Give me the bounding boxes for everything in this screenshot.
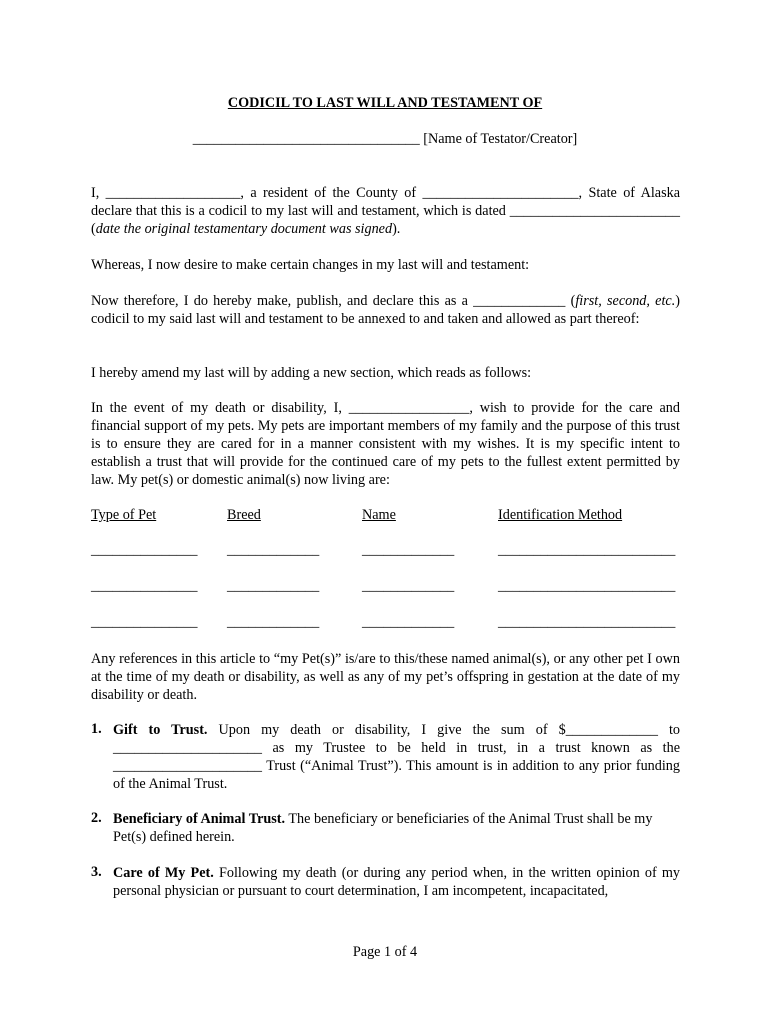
references-paragraph: Any references in this article to “my Pet(s)” is/are to this/these named animal(s), or any other pet I own at the time of my death or disability, as well as any of my pet’s offspring in gestation at the date of my disability or death. (91, 651, 680, 703)
pet-row-3-type-blank: _______________ (91, 614, 198, 630)
document-title: CODICIL TO LAST WILL AND TESTAMENT OF (227, 95, 543, 111)
pet-table-header-type: Type of Pet (91, 507, 157, 523)
intro-paragraph (91, 184, 680, 238)
pet-row-2-name-blank: _____________ (362, 578, 455, 594)
section-3-body (113, 864, 680, 900)
pet-row-1-id-blank: _________________________ (498, 542, 676, 558)
intro-italic: date the original testamentary document was signed (95, 221, 393, 237)
section-1-text: Upon my death or disability, I give the sum of $_____________ to _____________________ as my Trustee to be held in trust, in a trust known as the _____________________ Trust (“Animal Trust”). This amount is in addition to any prior funding of the Animal Trust. (113, 722, 680, 792)
pet-row-1-name-blank: _____________ (362, 542, 455, 558)
pet-row-2-breed-blank: _____________ (227, 578, 320, 594)
now-therefore-text-2: ) codicil to my said last will and testament to be annexed to and taken and allowed as part thereof: (91, 293, 680, 327)
amend-paragraph: I hereby amend my last will by adding a new section, which reads as follows: (91, 365, 532, 381)
whereas-paragraph: Whereas, I now desire to make certain changes in my last will and testament: (91, 257, 530, 273)
page-number-footer: Page 1 of 4 (352, 944, 418, 960)
section-1-body (113, 721, 680, 793)
intro-text-1: I, ___________________, a resident of the County of ______________________, State of Alaska declare that this is a codicil to my last will and testament, which is dated ________________________ ( (91, 185, 680, 237)
section-3-text: Following my death (or during any period when, in the written opinion of my personal physician or pursuant to court determination, I am incompetent, incapacitated, (113, 865, 681, 899)
pet-row-2-id-blank: _________________________ (498, 578, 676, 594)
now-therefore-text-1: Now therefore, I do hereby make, publish, and declare this as a _____________ ( (91, 293, 576, 309)
section-2-number: 2. (91, 810, 102, 826)
intro-text-2: ). (392, 221, 401, 237)
pet-row-3-id-blank: _________________________ (498, 614, 676, 630)
section-3-number: 3. (91, 864, 102, 880)
section-2-text: The beneficiary or beneficiaries of the Animal Trust shall be my Pet(s) defined herein. (113, 811, 653, 845)
now-therefore-paragraph (91, 292, 680, 328)
pet-row-2-type-blank: _______________ (91, 578, 198, 594)
section-1-heading: Gift to Trust. (113, 722, 208, 738)
section-2-heading: Beneficiary of Animal Trust. (113, 811, 286, 827)
section-3-heading: Care of My Pet. (113, 865, 214, 881)
pet-table-header-name: Name (362, 507, 396, 523)
pet-table-header-identification: Identification Method (498, 507, 623, 523)
pet-row-3-name-blank: _____________ (362, 614, 455, 630)
section-1-number: 1. (91, 721, 102, 737)
pet-row-1-breed-blank: _____________ (227, 542, 320, 558)
section-2-body (113, 810, 658, 846)
testator-name-line: ________________________________ [Name of Testator/Creator] (192, 131, 578, 147)
pet-row-1-type-blank: _______________ (91, 542, 198, 558)
now-therefore-italic: first, second, etc. (575, 293, 676, 309)
event-paragraph: In the event of my death or disability, I, _________________, wish to provide for the care and financial support of my pets. My pets are important members of my family and the purpose of this trust is to ensure they are cared for in a manner consistent with my wishes. It is my specific intent to establish a trust that will provide for the continued care of my pets to the fullest extent permitted by law. My pet(s) or domestic animal(s) now living are: (91, 400, 680, 488)
pet-table-header-breed: Breed (227, 507, 261, 523)
pet-row-3-breed-blank: _____________ (227, 614, 320, 630)
